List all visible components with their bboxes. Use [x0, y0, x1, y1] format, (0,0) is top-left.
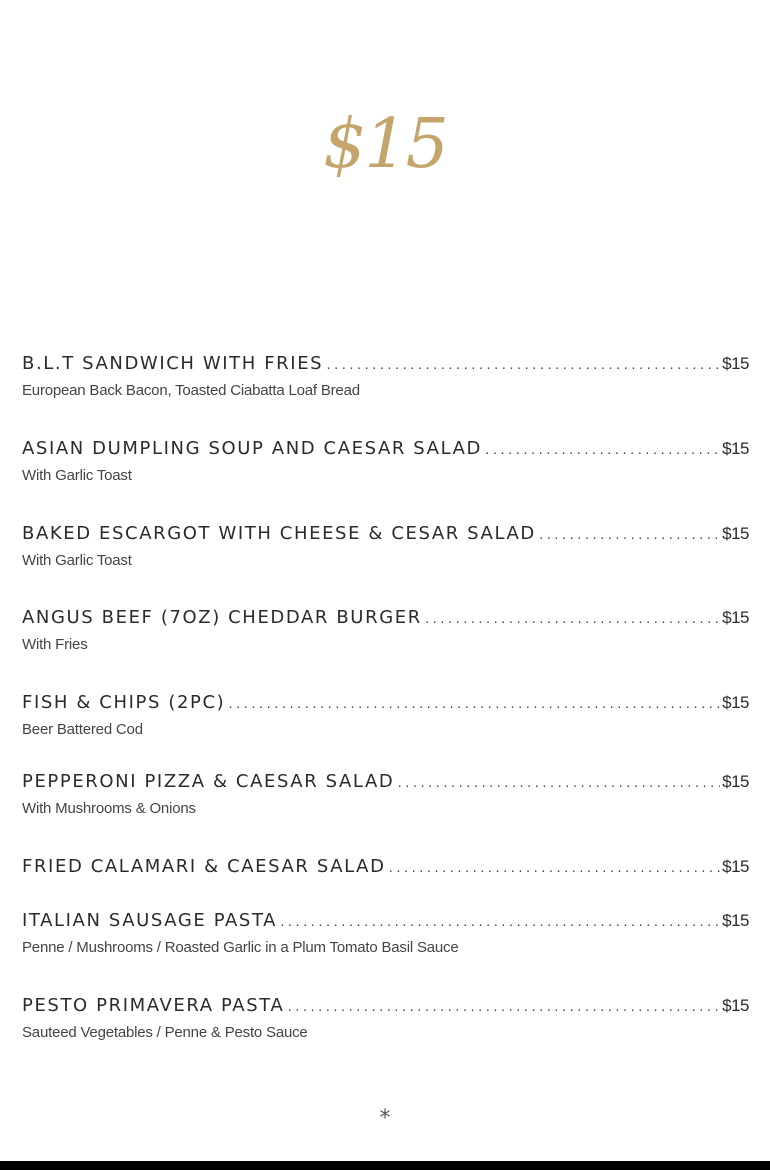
menu-item-name: BAKED ESCARGOT WITH CHEESE & CESAR SALAD	[22, 523, 536, 544]
menu-item-name: FISH & CHIPS (2PC)	[22, 692, 226, 713]
menu-item-description: With Garlic Toast	[22, 552, 132, 569]
menu-item-price: $15	[722, 524, 749, 543]
menu-item-row	[22, 856, 749, 882]
dot-leader	[286, 1001, 720, 1014]
menu-item-name: ASIAN DUMPLING SOUP AND CAESAR SALAD	[22, 438, 482, 459]
dot-leader	[424, 613, 720, 626]
menu-item-price: $15	[722, 996, 749, 1015]
menu-item-name: PEPPERONI PIZZA & CAESAR SALAD	[22, 771, 395, 792]
menu-item-row	[22, 910, 749, 936]
menu-item-row	[22, 995, 749, 1021]
menu-item-description: With Fries	[22, 636, 88, 653]
dot-leader	[396, 777, 720, 790]
menu-item-price: $15	[722, 857, 749, 876]
menu-item-row	[22, 353, 749, 379]
bottom-border-bar	[0, 1161, 770, 1170]
menu-item-name: PESTO PRIMAVERA PASTA	[22, 995, 285, 1016]
menu-item-name: B.L.T SANDWICH WITH FRIES	[22, 353, 324, 374]
menu-item-name: ANGUS BEEF (7OZ) CHEDDAR BURGER	[22, 607, 422, 628]
dot-leader	[227, 698, 720, 711]
menu-item-name: FRIED CALAMARI & CAESAR SALAD	[22, 856, 386, 877]
menu-item-name: ITALIAN SAUSAGE PASTA	[22, 910, 278, 931]
menu-item-description: Sauteed Vegetables / Penne & Pesto Sauce	[22, 1024, 308, 1041]
dot-leader	[279, 916, 720, 929]
menu-item-pesto-primavera-pasta	[22, 995, 749, 1041]
menu-item-price: $15	[722, 354, 749, 373]
menu-item-price: $15	[722, 693, 749, 712]
menu-item-price: $15	[722, 911, 749, 930]
menu-item-italian-sausage-pasta	[22, 910, 749, 956]
menu-item-pepperoni-pizza	[22, 771, 749, 817]
menu-item-price: $15	[722, 772, 749, 791]
dot-leader	[538, 529, 720, 542]
menu-item-baked-escargot	[22, 523, 749, 569]
page-heading-price: $15	[323, 105, 447, 184]
menu-item-price: $15	[722, 608, 749, 627]
menu-item-description: With Mushrooms & Onions	[22, 800, 196, 817]
dot-leader	[325, 359, 720, 372]
menu-item-row	[22, 607, 749, 633]
dot-leader	[484, 444, 720, 457]
menu-item-row	[22, 523, 749, 549]
menu-item-asian-dumpling-soup	[22, 438, 749, 484]
menu-item-description: Penne / Mushrooms / Roasted Garlic in a Plum Tomato Basil Sauce	[22, 939, 459, 956]
menu-item-row	[22, 438, 749, 464]
menu-item-row	[22, 692, 749, 718]
menu-item-blt-sandwich	[22, 353, 749, 399]
dot-leader	[388, 862, 721, 875]
menu-item-angus-beef-burger	[22, 607, 749, 653]
menu-item-description: With Garlic Toast	[22, 467, 132, 484]
menu-item-description: European Back Bacon, Toasted Ciabatta Loaf Bread	[22, 382, 360, 399]
footer-asterisk-ornament: *	[379, 1106, 391, 1131]
menu-item-description: Beer Battered Cod	[22, 721, 143, 738]
menu-item-row	[22, 771, 749, 797]
menu-item-fried-calamari	[22, 856, 749, 882]
menu-item-price: $15	[722, 439, 749, 458]
menu-item-fish-and-chips	[22, 692, 749, 738]
